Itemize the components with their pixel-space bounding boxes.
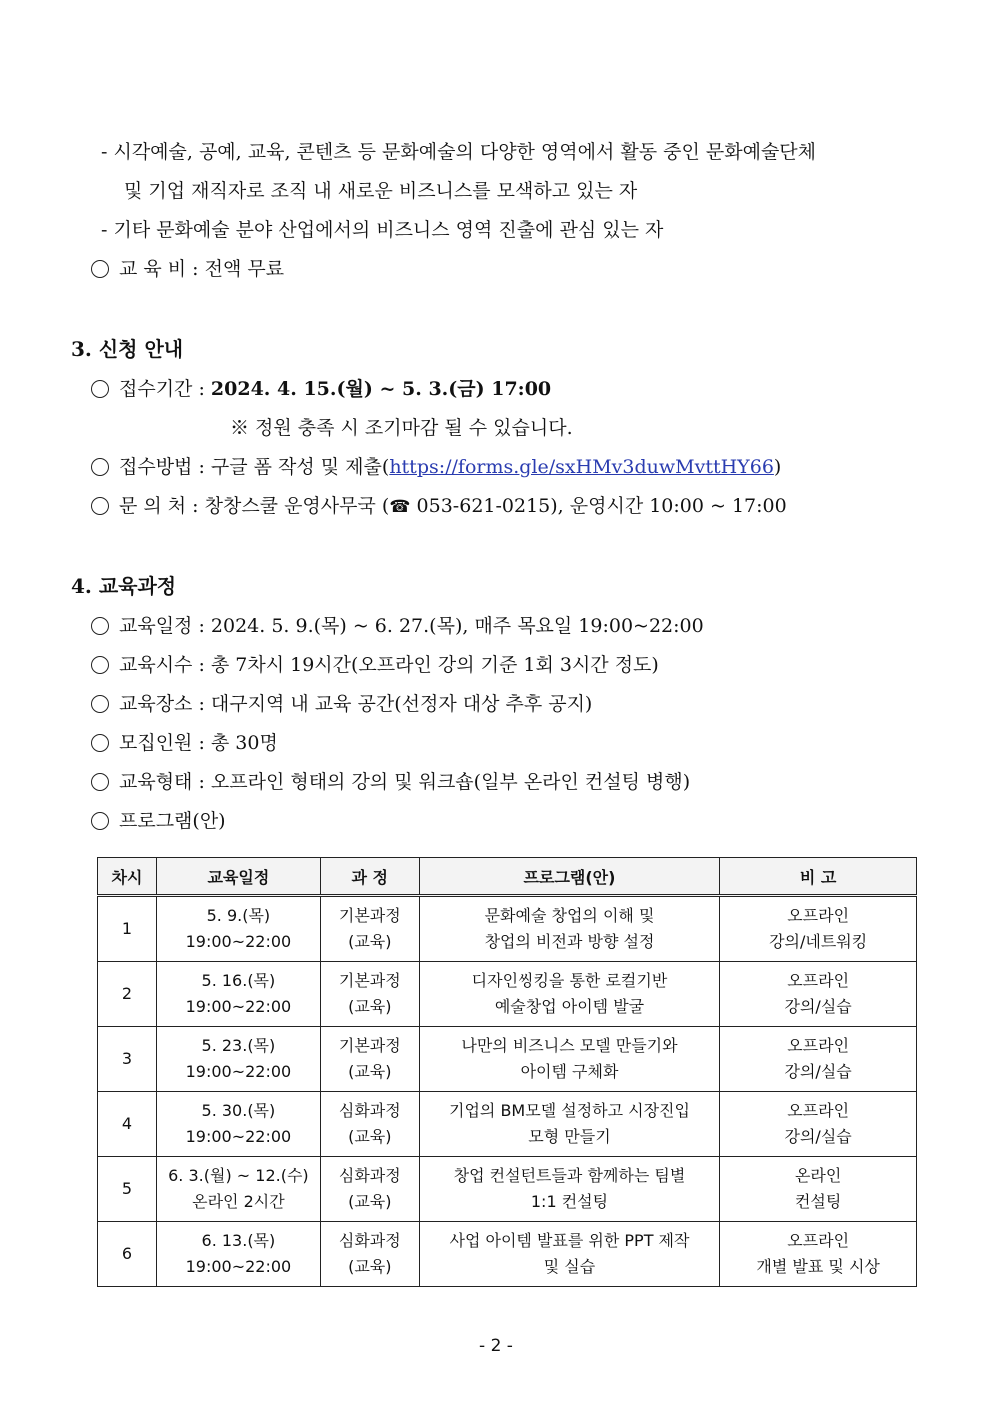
- course-line: 심화과정: [338, 1166, 401, 1185]
- course-line: 심화과정: [338, 1231, 401, 1250]
- note-line-2: 강의/실습: [784, 1062, 852, 1081]
- table-row: [98, 896, 917, 962]
- place-item: [91, 691, 592, 717]
- table-row: [98, 1157, 917, 1222]
- session-program: [419, 1157, 720, 1222]
- session-note: [720, 1157, 917, 1222]
- program-line-1: 문화예술 창업의 이해 및: [484, 906, 655, 925]
- contact-value: 053-621-0215), 운영시간 10:00 ~ 17:00: [410, 495, 787, 517]
- time-line: 19:00~22:00: [185, 1062, 292, 1081]
- place-text: 교육장소 : 대구지역 내 교육 공간(선정자 대상 추후 공지): [119, 693, 593, 715]
- note-line-1: 오프라인: [787, 906, 850, 925]
- date-line: 5. 30.(목): [201, 1101, 276, 1120]
- target-line-2: 및 기업 재직자로 조직 내 새로운 비즈니스를 모색하고 있는 자: [124, 180, 638, 202]
- session-number: 1: [98, 896, 157, 962]
- date-line: 6. 13.(목): [201, 1231, 276, 1250]
- period-value: 2024. 4. 15.(월) ~ 5. 3.(금) 17:00: [210, 378, 552, 400]
- capacity-text: 모집인원 : 총 30명: [119, 732, 278, 754]
- period-label: 접수기간 :: [119, 378, 211, 400]
- course-line: 기본과정: [338, 971, 401, 990]
- header-session: 차시: [98, 858, 157, 896]
- note-line-1: 오프라인: [787, 1231, 850, 1250]
- program-line-1: 사업 아이템 발표를 위한 PPT 제작: [449, 1231, 690, 1250]
- table-row: [98, 1092, 917, 1157]
- method-close: ): [773, 456, 782, 478]
- session-note: [720, 896, 917, 962]
- circle-bullet-icon: [91, 497, 109, 515]
- telephone-icon: ☎: [389, 497, 411, 517]
- date-line: 5. 23.(목): [201, 1036, 276, 1055]
- application-period: [91, 376, 551, 402]
- session-number: 6: [98, 1222, 157, 1287]
- circle-bullet-icon: [91, 260, 109, 278]
- fee-item: [91, 256, 284, 282]
- date-line: 5. 9.(목): [206, 906, 271, 925]
- course-line: 기본과정: [338, 906, 401, 925]
- session-date: [156, 1222, 320, 1287]
- circle-bullet-icon: [91, 812, 109, 830]
- target-line-1: - 시각예술, 공예, 교육, 콘텐츠 등 문화예술의 다양한 영역에서 활동 중인 문화예술단체: [101, 141, 817, 163]
- circle-bullet-icon: [91, 695, 109, 713]
- session-note: [720, 1092, 917, 1157]
- session-number: 3: [98, 1027, 157, 1092]
- capacity-item: [91, 730, 278, 756]
- program-line-1: 기업의 BM모델 설정하고 시장진입: [449, 1101, 690, 1120]
- note-line-2: 개별 발표 및 시상: [756, 1257, 880, 1276]
- session-date: [156, 1092, 320, 1157]
- program-item: [91, 808, 226, 834]
- program-text: 프로그램(안): [119, 810, 226, 832]
- session-course: [320, 1027, 419, 1092]
- note-line-1: 온라인: [794, 1166, 842, 1185]
- circle-bullet-icon: [91, 617, 109, 635]
- session-date: [156, 896, 320, 962]
- course-type: (교육): [348, 932, 392, 951]
- program-line-2: 모형 만들기: [528, 1127, 611, 1146]
- circle-bullet-icon: [91, 380, 109, 398]
- section4-title: 4. 교육과정: [71, 574, 177, 598]
- session-date: [156, 962, 320, 1027]
- session-program: [419, 962, 720, 1027]
- note-line-2: 컨설팅: [794, 1192, 842, 1211]
- time-line: 19:00~22:00: [185, 997, 292, 1016]
- course-type: (교육): [348, 1062, 392, 1081]
- circle-bullet-icon: [91, 734, 109, 752]
- program-line-1: 디자인씽킹을 통한 로컬기반: [471, 971, 668, 990]
- format-item: [91, 769, 690, 795]
- header-course: 과 정: [320, 858, 419, 896]
- session-program: [419, 1222, 720, 1287]
- time-line: 19:00~22:00: [185, 1127, 292, 1146]
- program-line-1: 창업 컨설턴트들과 함께하는 팀별: [453, 1166, 686, 1185]
- contact-info: [91, 493, 787, 520]
- date-line: 6. 3.(월) ~ 12.(수): [168, 1166, 309, 1185]
- header-note: 비 고: [720, 858, 917, 896]
- session-note: [720, 1222, 917, 1287]
- session-program: [419, 1092, 720, 1157]
- application-method: [91, 454, 781, 480]
- session-number: 2: [98, 962, 157, 1027]
- session-course: [320, 1222, 419, 1287]
- circle-bullet-icon: [91, 656, 109, 674]
- session-date: [156, 1157, 320, 1222]
- note-line-1: 오프라인: [787, 971, 850, 990]
- date-line: 5. 16.(목): [201, 971, 276, 990]
- table-row: [98, 962, 917, 1027]
- program-line-2: 창업의 비전과 방향 설정: [484, 932, 655, 951]
- time-line: 19:00~22:00: [185, 1257, 292, 1276]
- program-table: [97, 857, 917, 1287]
- page-number: - 2 -: [479, 1336, 513, 1356]
- program-line-2: 및 실습: [543, 1257, 596, 1276]
- session-course: [320, 1157, 419, 1222]
- note-line-1: 오프라인: [787, 1101, 850, 1120]
- time-line: 19:00~22:00: [185, 932, 292, 951]
- hours-item: [91, 652, 659, 678]
- note-line-1: 오프라인: [787, 1036, 850, 1055]
- target-line-3: - 기타 문화예술 분야 산업에서의 비즈니스 영역 진출에 관심 있는 자: [101, 219, 664, 241]
- header-program: 프로그램(안): [419, 858, 720, 896]
- course-type: (교육): [348, 1127, 392, 1146]
- session-course: [320, 962, 419, 1027]
- program-line-2: 예술창업 아이템 발굴: [494, 997, 645, 1016]
- course-type: (교육): [348, 997, 392, 1016]
- program-line-1: 나만의 비즈니스 모델 만들기와: [461, 1036, 678, 1055]
- course-line: 기본과정: [338, 1036, 401, 1055]
- circle-bullet-icon: [91, 773, 109, 791]
- session-course: [320, 1092, 419, 1157]
- course-type: (교육): [348, 1192, 392, 1211]
- session-note: [720, 962, 917, 1027]
- session-date: [156, 1027, 320, 1092]
- google-form-link[interactable]: https://forms.gle/sxHMv3duwMvttHY66: [389, 456, 774, 478]
- method-label: 접수방법 : 구글 폼 작성 및 제출(: [119, 456, 390, 478]
- session-note: [720, 1027, 917, 1092]
- note-line-2: 강의/실습: [784, 1127, 852, 1146]
- session-program: [419, 896, 720, 962]
- time-line: 온라인 2시간: [192, 1192, 285, 1211]
- note-line-2: 강의/네트워킹: [769, 932, 868, 951]
- table-row: [98, 1027, 917, 1092]
- period-note: ※ 정원 충족 시 조기마감 될 수 있습니다.: [230, 417, 573, 439]
- session-course: [320, 896, 419, 962]
- schedule-text: 교육일정 : 2024. 5. 9.(목) ~ 6. 27.(목), 매주 목요일 19:00~22:00: [119, 615, 704, 637]
- header-date: 교육일정: [156, 858, 320, 896]
- session-number: 5: [98, 1157, 157, 1222]
- program-line-2: 1:1 컨설팅: [530, 1192, 609, 1211]
- section3-title: 3. 신청 안내: [71, 337, 184, 361]
- format-text: 교육형태 : 오프라인 형태의 강의 및 워크숍(일부 온라인 컨설팅 병행): [119, 771, 691, 793]
- circle-bullet-icon: [91, 458, 109, 476]
- contact-label: 문 의 처 : 창창스쿨 운영사무국 (: [119, 495, 390, 517]
- fee-text: 교 육 비 : 전액 무료: [119, 258, 285, 280]
- note-line-2: 강의/실습: [784, 997, 852, 1016]
- course-line: 심화과정: [338, 1101, 401, 1120]
- session-program: [419, 1027, 720, 1092]
- schedule-item: [91, 613, 704, 639]
- course-type: (교육): [348, 1257, 392, 1276]
- table-row: [98, 1222, 917, 1287]
- program-line-2: 아이템 구체화: [520, 1062, 619, 1081]
- session-number: 4: [98, 1092, 157, 1157]
- hours-text: 교육시수 : 총 7차시 19시간(오프라인 강의 기준 1회 3시간 정도): [119, 654, 659, 676]
- table-header-row: [98, 858, 917, 896]
